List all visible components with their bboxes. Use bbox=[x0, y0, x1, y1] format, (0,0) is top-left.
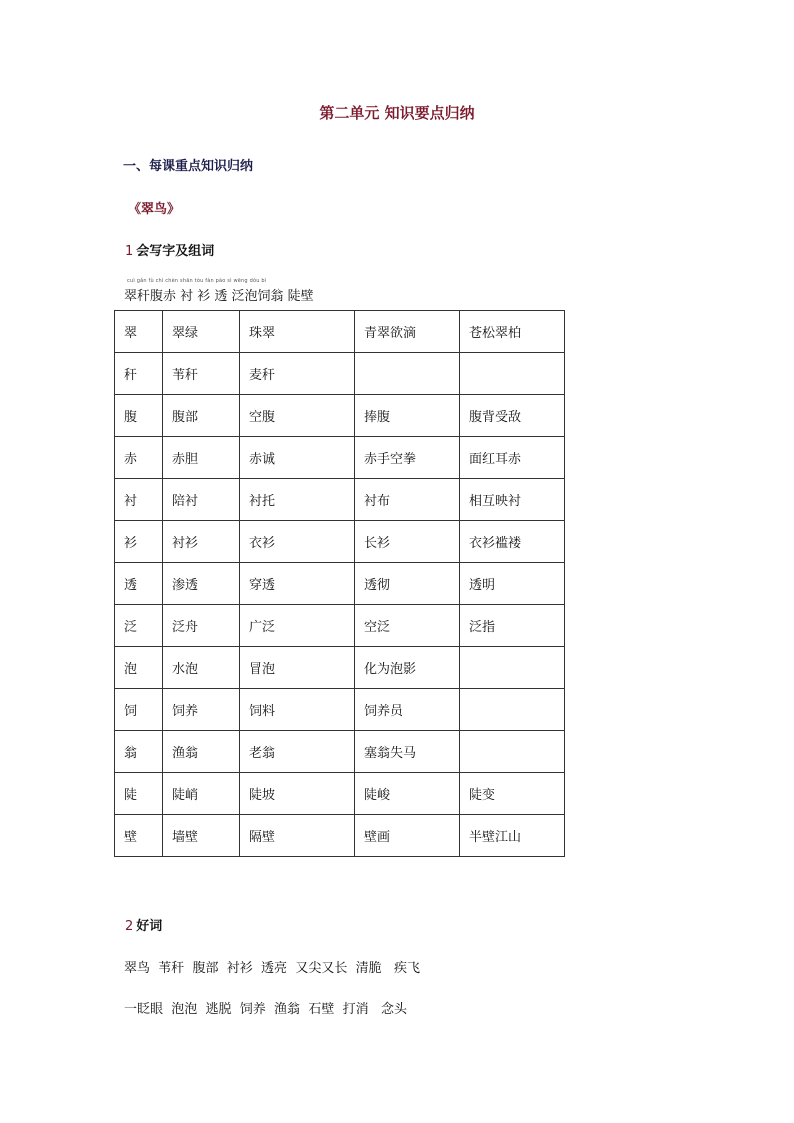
table-cell-word bbox=[460, 689, 565, 731]
table-row bbox=[115, 563, 565, 605]
table-cell-word: 透彻 bbox=[355, 563, 460, 605]
table-cell-word: 捧腹 bbox=[355, 395, 460, 437]
page-title: 第二单元 知识要点归纳 bbox=[319, 104, 475, 122]
table-cell-word bbox=[460, 353, 565, 395]
table-cell-word: 穿透 bbox=[240, 563, 355, 605]
table-cell-word: 老翁 bbox=[240, 731, 355, 773]
table-cell-word: 半壁江山 bbox=[460, 815, 565, 857]
table-cell-word: 衬衫 bbox=[163, 521, 240, 563]
table-cell-word: 饲养 bbox=[163, 689, 240, 731]
character-line: 翠秆腹赤 衬 衫 透 泛泡饲翁 陡壁 bbox=[124, 289, 314, 304]
table-cell-word: 赤诚 bbox=[240, 437, 355, 479]
table-cell-character: 翁 bbox=[115, 731, 163, 773]
table-cell-word: 陡坡 bbox=[240, 773, 355, 815]
table-cell-word: 陡峭 bbox=[163, 773, 240, 815]
table-row bbox=[115, 773, 565, 815]
table-row bbox=[115, 479, 565, 521]
table-cell-word: 水泡 bbox=[163, 647, 240, 689]
table-cell-word: 面红耳赤 bbox=[460, 437, 565, 479]
table-cell-character: 赤 bbox=[115, 437, 163, 479]
subheading-number: 1 bbox=[125, 244, 134, 259]
subheading-text: 好词 bbox=[136, 919, 163, 934]
table-cell-character: 陡 bbox=[115, 773, 163, 815]
table-cell-character: 泡 bbox=[115, 647, 163, 689]
table-cell-word: 渔翁 bbox=[163, 731, 240, 773]
table-cell-word: 赤手空拳 bbox=[355, 437, 460, 479]
subheading-writing bbox=[125, 240, 214, 259]
table-row bbox=[115, 689, 565, 731]
table-cell-character: 秆 bbox=[115, 353, 163, 395]
table-cell-word bbox=[460, 731, 565, 773]
table-cell-word: 麦秆 bbox=[240, 353, 355, 395]
table-cell-word: 腹部 bbox=[163, 395, 240, 437]
table-cell-word: 衣衫 bbox=[240, 521, 355, 563]
table-cell-word: 苍松翠柏 bbox=[460, 311, 565, 353]
table-row bbox=[115, 311, 565, 353]
table-cell-character: 衬 bbox=[115, 479, 163, 521]
table-cell-word: 空腹 bbox=[240, 395, 355, 437]
table-cell-character: 翠 bbox=[115, 311, 163, 353]
table-row bbox=[115, 395, 565, 437]
table-cell-character: 饲 bbox=[115, 689, 163, 731]
table-cell-word bbox=[460, 647, 565, 689]
subheading-text: 会写字及组词 bbox=[136, 244, 215, 259]
table-cell-word: 苇秆 bbox=[163, 353, 240, 395]
table-cell-word: 陡变 bbox=[460, 773, 565, 815]
table-row bbox=[115, 815, 565, 857]
table-cell-character: 衫 bbox=[115, 521, 163, 563]
table-cell-word: 长衫 bbox=[355, 521, 460, 563]
table-cell-word: 空泛 bbox=[355, 605, 460, 647]
table-cell-word: 泛舟 bbox=[163, 605, 240, 647]
table-cell-word: 壁画 bbox=[355, 815, 460, 857]
good-words-line-2: 一眨眼 泡泡 逃脱 饲养 渔翁 石壁 打消 念头 bbox=[124, 1002, 407, 1017]
section-heading: 一、每课重点知识归纳 bbox=[123, 159, 254, 174]
table-cell-character: 壁 bbox=[115, 815, 163, 857]
table-cell-word: 珠翠 bbox=[240, 311, 355, 353]
table-cell-word: 衣衫褴褛 bbox=[460, 521, 565, 563]
table-cell-word: 衬托 bbox=[240, 479, 355, 521]
subheading-good-words bbox=[125, 915, 162, 934]
table-cell-word: 泛指 bbox=[460, 605, 565, 647]
table-cell-word: 塞翁失马 bbox=[355, 731, 460, 773]
table-cell-word bbox=[355, 353, 460, 395]
good-words-line-1: 翠鸟 苇秆 腹部 衬衫 透亮 又尖又长 清脆 疾飞 bbox=[124, 961, 420, 976]
table-cell-word: 墙壁 bbox=[163, 815, 240, 857]
table-cell-character: 泛 bbox=[115, 605, 163, 647]
table-row bbox=[115, 353, 565, 395]
table-row bbox=[115, 521, 565, 563]
table-cell-word: 化为泡影 bbox=[355, 647, 460, 689]
subheading-number: 2 bbox=[125, 919, 134, 934]
table-cell-word: 饲料 bbox=[240, 689, 355, 731]
table-cell-word: 冒泡 bbox=[240, 647, 355, 689]
table-cell-character: 透 bbox=[115, 563, 163, 605]
table-cell-word: 衬布 bbox=[355, 479, 460, 521]
table-cell-word: 饲养员 bbox=[355, 689, 460, 731]
table-cell-word: 相互映衬 bbox=[460, 479, 565, 521]
table-row bbox=[115, 437, 565, 479]
table-cell-word: 腹背受敌 bbox=[460, 395, 565, 437]
table-row bbox=[115, 731, 565, 773]
table-cell-word: 渗透 bbox=[163, 563, 240, 605]
table-row bbox=[115, 605, 565, 647]
table-cell-word: 赤胆 bbox=[163, 437, 240, 479]
table-cell-word: 青翠欲滴 bbox=[355, 311, 460, 353]
table-cell-word: 翠绿 bbox=[163, 311, 240, 353]
pinyin-line: cuì gǎn fù chì chèn shān tòu fàn pào sì wēng dǒu bì bbox=[127, 278, 267, 284]
table-cell-word: 陡峻 bbox=[355, 773, 460, 815]
table-cell-word: 广泛 bbox=[240, 605, 355, 647]
table-cell-word: 陪衬 bbox=[163, 479, 240, 521]
table-cell-character: 腹 bbox=[115, 395, 163, 437]
table-cell-word: 透明 bbox=[460, 563, 565, 605]
table-cell-word: 隔壁 bbox=[240, 815, 355, 857]
vocabulary-table bbox=[114, 310, 565, 857]
table-row bbox=[115, 647, 565, 689]
lesson-title: 《翠鸟》 bbox=[128, 202, 181, 217]
